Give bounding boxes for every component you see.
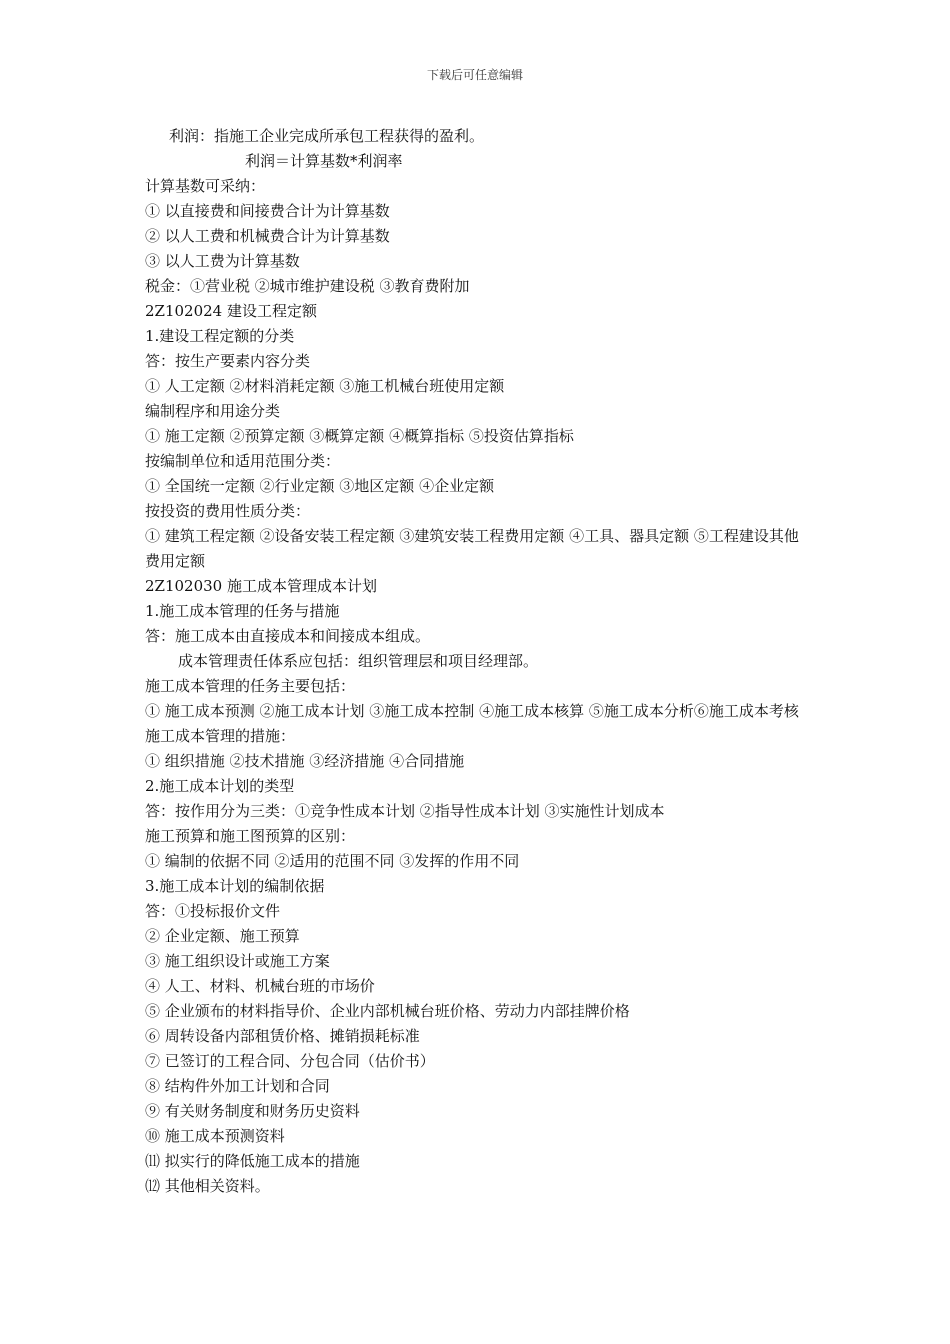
document-body xyxy=(145,124,813,1199)
text-line: 计算基数可采纳： xyxy=(145,177,266,195)
text-line: 答：施工成本由直接成本和间接成本组成。 xyxy=(145,627,431,645)
text-line: 答：按作用分为三类：①竞争性成本计划 ②指导性成本计划 ③实施性计划成本 xyxy=(145,802,665,820)
text-line: ⑤ 企业颁布的材料指导价、企业内部机械台班价格、劳动力内部挂牌价格 xyxy=(145,1002,630,1020)
text-line: ⑦ 已签订的工程合同、分包合同（估价书） xyxy=(145,1052,435,1070)
text-line: ① 组织措施 ②技术措施 ③经济措施 ④合同措施 xyxy=(145,752,465,770)
text-line: 税金：①营业税 ②城市维护建设税 ③教育费附加 xyxy=(145,277,470,295)
text-line: ① 编制的依据不同 ②适用的范围不同 ③发挥的作用不同 xyxy=(145,852,520,870)
text-line: ① 施工成本预测 ②施工成本计划 ③施工成本控制 ④施工成本核算 ⑤施工成本分析⑥施工成本考核 xyxy=(145,702,799,720)
text-line: 利润：指施工企业完成所承包工程获得的盈利。 xyxy=(169,127,485,145)
text-line: 利润＝计算基数*利润率 xyxy=(245,152,403,170)
text-line: ⑾ 拟实行的降低施工成本的措施 xyxy=(145,1152,360,1170)
text-line: ① 全国统一定额 ②行业定额 ③地区定额 ④企业定额 xyxy=(145,477,495,495)
text-line: ⑿ 其他相关资料。 xyxy=(145,1177,270,1195)
text-line: 答：按生产要素内容分类 xyxy=(145,352,311,370)
text-line: 施工预算和施工图预算的区别： xyxy=(145,827,356,845)
text-line: 答：①投标报价文件 xyxy=(145,902,281,920)
text-line: ① 人工定额 ②材料消耗定额 ③施工机械台班使用定额 xyxy=(145,377,505,395)
page-header: 下载后可任意编辑 xyxy=(426,68,523,82)
text-line: ② 企业定额、施工预算 xyxy=(145,927,300,945)
text-line: 2Z102030 施工成本管理成本计划 xyxy=(145,577,377,595)
text-line: ② 以人工费和机械费合计为计算基数 xyxy=(145,227,390,245)
text-line: 2.施工成本计划的类型 xyxy=(145,777,295,795)
text-line: ⑩ 施工成本预测资料 xyxy=(145,1127,285,1145)
text-line: ③ 施工组织设计或施工方案 xyxy=(145,952,330,970)
text-line: 按投资的费用性质分类： xyxy=(145,502,311,520)
text-line: ④ 人工、材料、机械台班的市场价 xyxy=(145,977,375,995)
text-line: ⑨ 有关财务制度和财务历史资料 xyxy=(145,1102,360,1120)
text-line: 按编制单位和适用范围分类： xyxy=(145,452,341,470)
text-line: 施工成本管理的措施： xyxy=(145,727,296,745)
text-line: ⑥ 周转设备内部租赁价格、摊销损耗标准 xyxy=(145,1027,420,1045)
text-line: 成本管理责任体系应包括：组织管理层和项目经理部。 xyxy=(178,652,539,670)
text-line: ① 建筑工程定额 ②设备安装工程定额 ③建筑安装工程费用定额 ④工具、器具定额 ⑤工程建设其他费用定额 xyxy=(145,527,799,570)
text-line: 3.施工成本计划的编制依据 xyxy=(145,877,325,895)
text-line: 1.施工成本管理的任务与措施 xyxy=(145,602,340,620)
text-line: ① 施工定额 ②预算定额 ③概算定额 ④概算指标 ⑤投资估算指标 xyxy=(145,427,574,445)
text-line: ③ 以人工费为计算基数 xyxy=(145,252,300,270)
text-line: 2Z102024 建设工程定额 xyxy=(145,302,317,320)
text-line: 施工成本管理的任务主要包括： xyxy=(145,677,356,695)
text-line: ① 以直接费和间接费合计为计算基数 xyxy=(145,202,390,220)
text-line: 编制程序和用途分类 xyxy=(145,402,281,420)
text-line: ⑧ 结构件外加工计划和合同 xyxy=(145,1077,330,1095)
text-line: 1.建设工程定额的分类 xyxy=(145,327,295,345)
